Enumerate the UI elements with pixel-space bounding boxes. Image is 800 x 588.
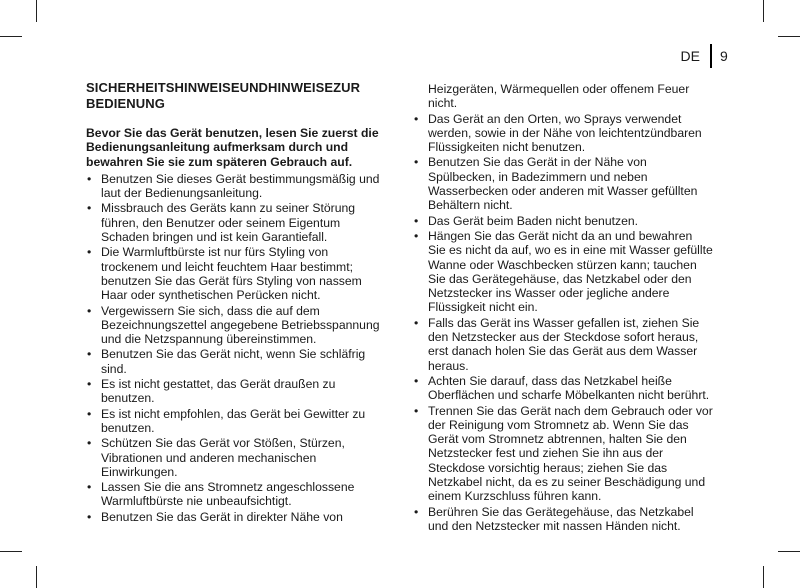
list-item: • Die Warmluftbürste ist nur fürs Styling von trockenem und leicht feuchtem Haar bestimmt; benutzen Sie das Gerät fürs Styling von nassem Haar oder synthetischen Perücken nicht. [86,245,388,302]
page-header [681,44,734,68]
section-title: SICHERHEITSHINWEISEUNDHINWEISEZUR BEDIENUNG [86,80,361,111]
list-item: • Vergewissern Sie sich, dass die auf dem Bezeichnungszettel angegebene Betriebsspannung und die Netzspannung übereinstimmen. [86,304,388,347]
list-item: • Es ist nicht empfohlen, das Gerät bei Gewitter zu benutzen. [86,407,388,436]
list-item: • Trennen Sie das Gerät nach dem Gebrauch oder vor der Reinigung vom Stromnetz ab. Wenn Sie das Gerät vom Stromnetz abtrennen, halten Sie den Netzstecker fest und ziehen Sie ihn aus der Steckdose vorsichtig heraus; ziehen Sie das Netzkabel nicht, da es zu seiner Beschädigung und einem Kurzschluss führen kann. [413,404,713,504]
crop-mark [763,566,764,588]
list-item: • Es ist nicht gestattet, das Gerät draußen zu benutzen. [86,377,388,406]
crop-mark [763,0,764,22]
list-item: • Benutzen Sie das Gerät in der Nähe von Spülbecken, in Badezimmern und neben Wasserbecken oder anderen mit Wasser gefüllten Behältern nicht. [413,155,713,212]
list-item: • Hängen Sie das Gerät nicht da an und bewahren Sie es nicht da auf, wo es in eine mit Wasser gefüllte Wanne oder Waschbecken stürzen kann; tauchen Sie das Gerätegehäuse, das Netzkabel oder den Netzstecker ins Wasser oder jegliche andere Flüssigkeit nicht ein. [413,229,713,315]
crop-mark [0,36,22,37]
list-item: • Das Gerät an den Orten, wo Sprays verwendet werden, sowie in der Nähe von leichtentzündbaren Flüssigkeiten nicht benutzen. [413,112,713,155]
safety-list-left [86,172,388,524]
crop-mark [36,566,37,588]
safety-list-right [413,112,713,534]
intro-text: Bevor Sie das Gerät benutzen, lesen Sie zuerst die Bedienungsanleitung aufmerksam durch und bewahren Sie sie zum späteren Gebrauch auf. [86,126,379,169]
list-item: • Das Gerät beim Baden nicht benutzen. [413,214,713,228]
list-item: • Achten Sie darauf, dass das Netzkabel heiße Oberflächen und scharfe Möbelkanten nicht berührt. [413,374,713,403]
list-item: • Falls das Gerät ins Wasser gefallen ist, ziehen Sie den Netzstecker aus der Steckdose sofort heraus, erst danach holen Sie das Gerät aus dem Wasser heraus. [413,316,713,373]
language-code: DE [680,48,700,64]
list-item: • Benutzen Sie das Gerät nicht, wenn Sie schläfrig sind. [86,347,388,376]
list-item: • Benutzen Sie dieses Gerät bestimmungsmäßig und laut der Bedienungsanleitung. [86,172,388,201]
list-item: • Benutzen Sie das Gerät in direkter Nähe von [86,510,388,524]
list-item: • Berühren Sie das Gerätegehäuse, das Netzkabel und den Netzstecker mit nassen Händen nicht. [413,505,713,534]
crop-mark [778,36,800,37]
crop-mark [778,551,800,552]
list-item: • Missbrauch des Geräts kann zu seiner Störung führen, den Benutzer oder seinem Eigentum Schaden bringen und ist kein Garantiefall. [86,201,388,244]
crop-mark [0,551,22,552]
list-item: • Schützen Sie das Gerät vor Stößen, Stürzen, Vibrationen und anderen mechanischen Einwirkungen. [86,436,388,479]
crop-mark [36,0,37,22]
header-divider [710,44,712,68]
list-item-continuation: Heizgeräten, Wärmequellen oder offenem Feuer nicht. [428,82,690,111]
page-number: 9 [720,48,728,64]
list-item: • Lassen Sie die ans Stromnetz angeschlossene Warmluftbürste nie unbeaufsichtigt. [86,480,388,509]
right-column [413,82,713,534]
left-column [86,80,388,525]
